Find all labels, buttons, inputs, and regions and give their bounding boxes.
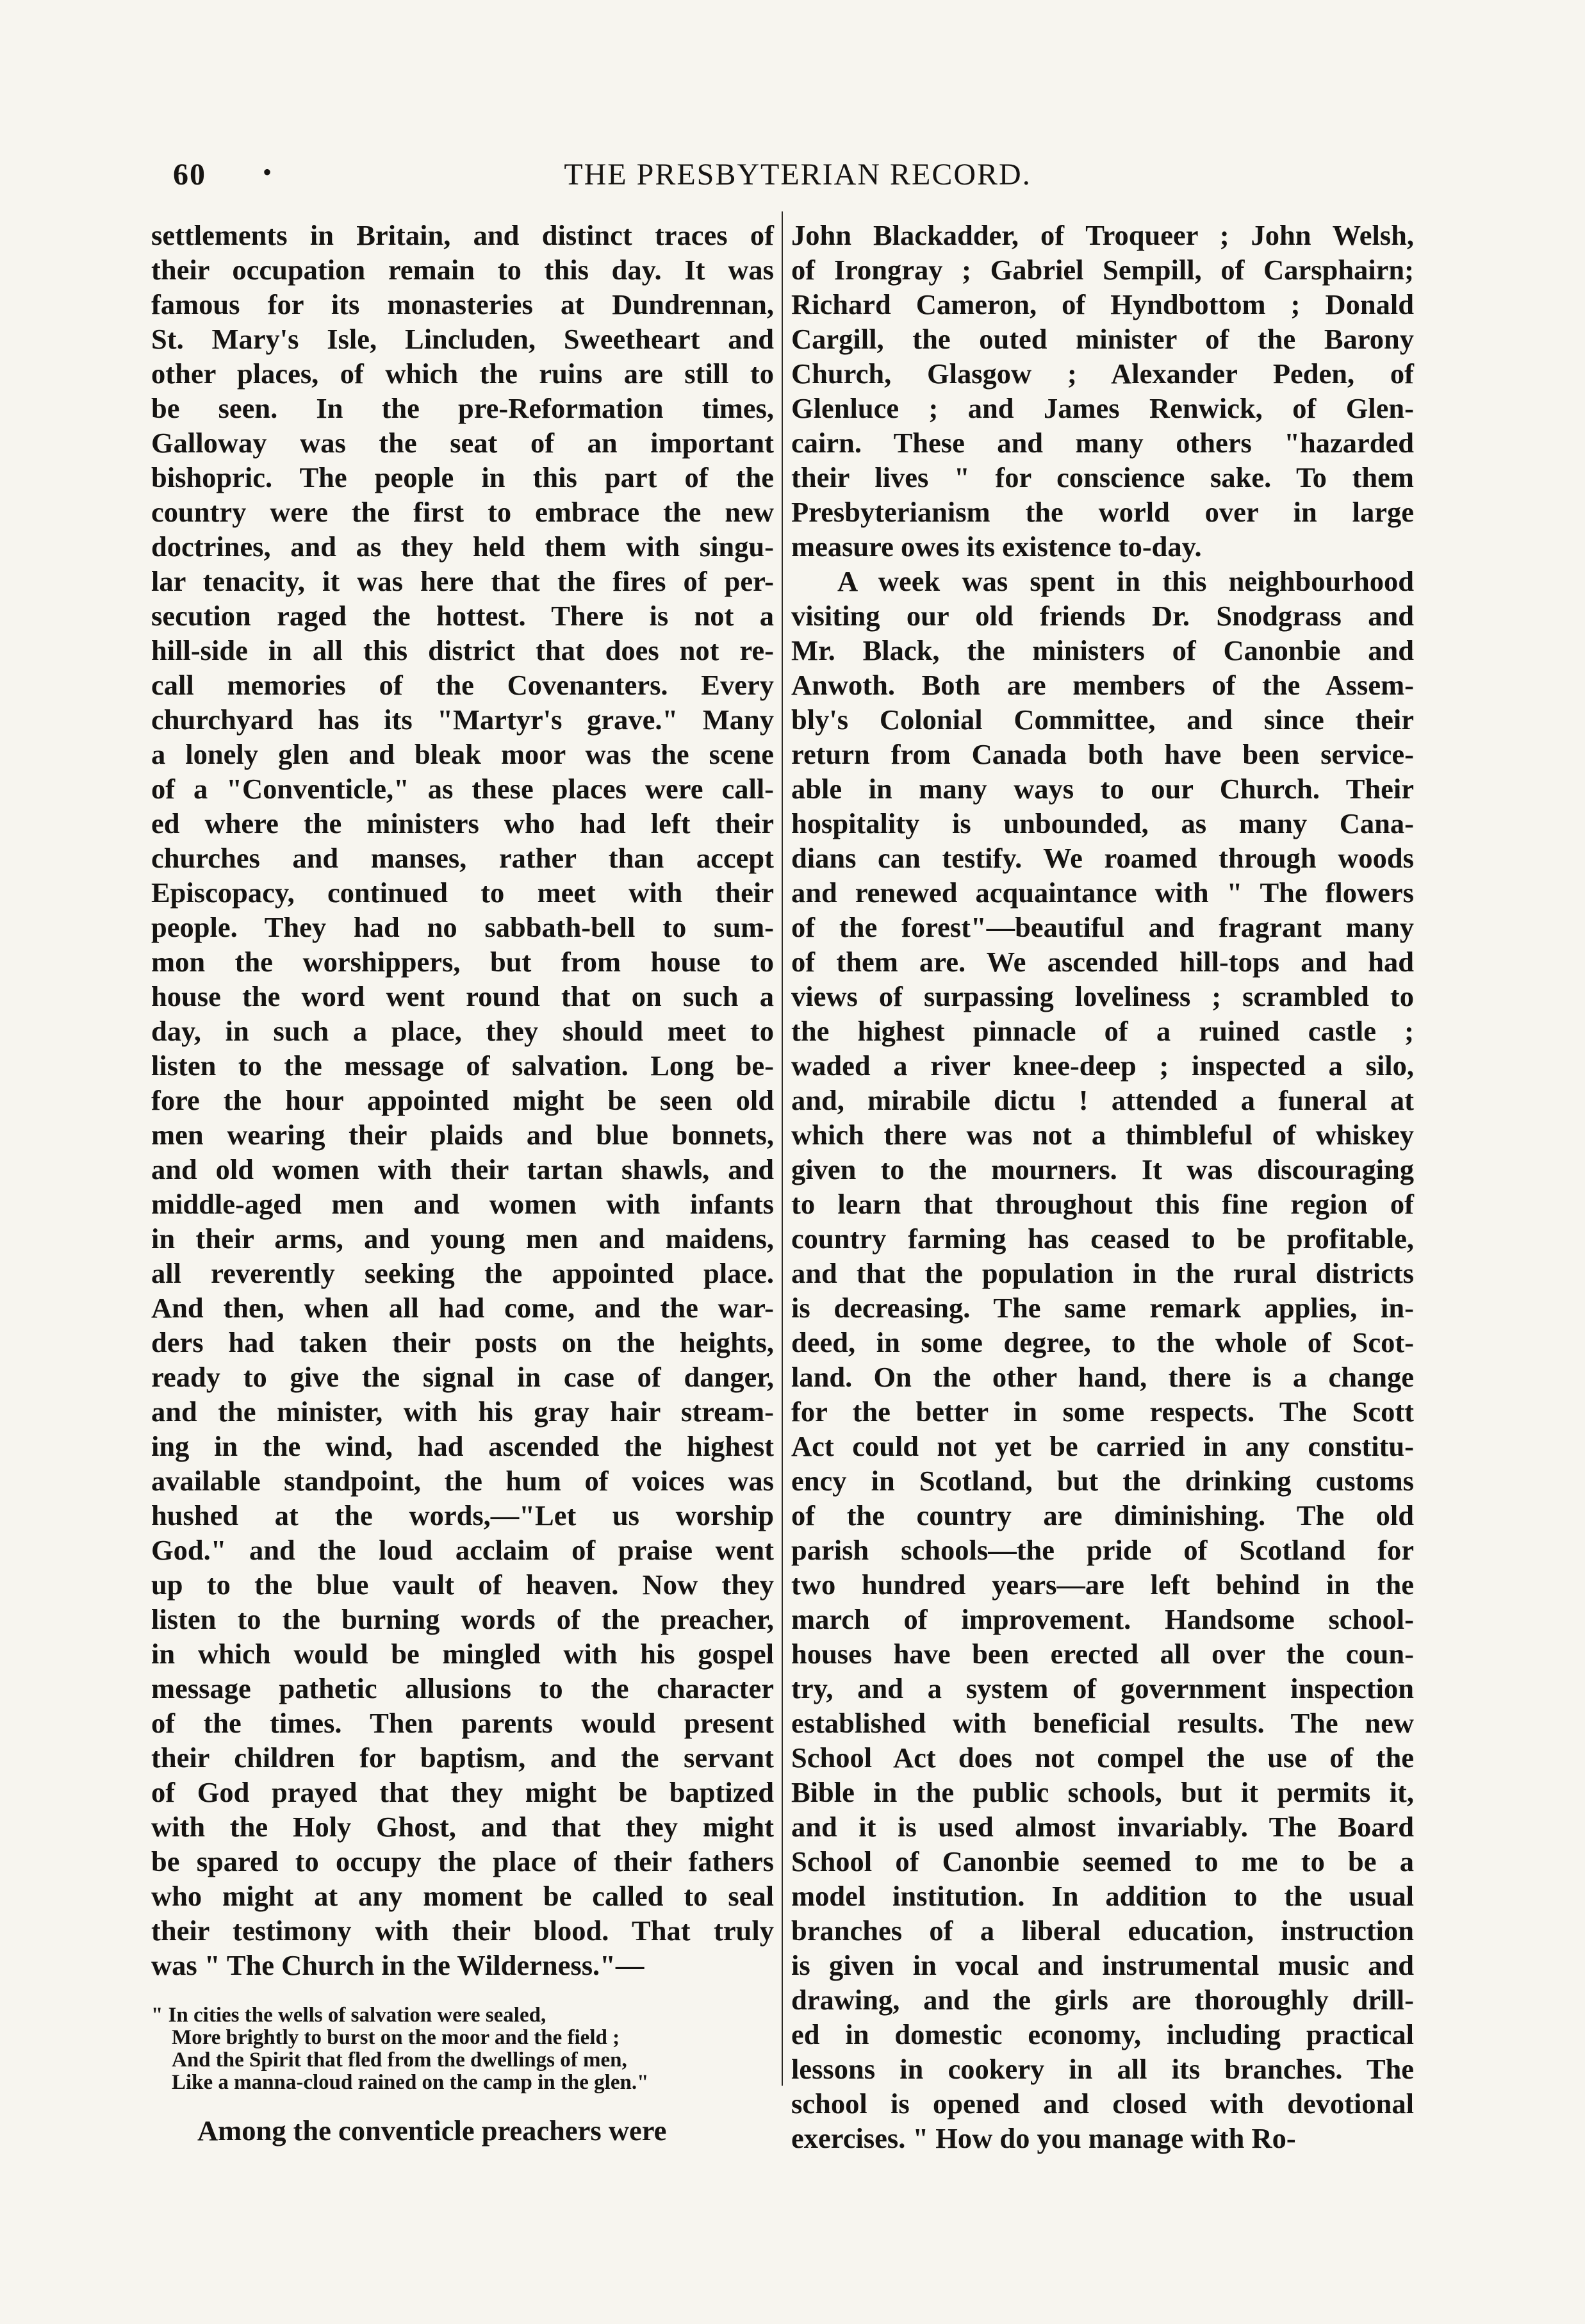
text-line: of the times. Then parents would present: [151, 1707, 774, 1739]
text-line: model institution. In addition to the usual: [791, 1880, 1414, 1912]
text-line: and renewed acquaintance with " The flowers: [791, 877, 1414, 909]
text-line: Anwoth. Both are members of the Assem-: [791, 669, 1414, 701]
text-line: visiting our old friends Dr. Snodgrass and: [791, 600, 1414, 632]
text-line: A week was spent in this neighbourhood: [837, 565, 1414, 597]
poem-quote: [151, 2004, 774, 2094]
text-line: bishopric. The people in this part of the: [151, 461, 774, 493]
text-line: lar tenacity, it was here that the fires of per-: [151, 565, 774, 597]
left-closing-line: Among the conventicle preachers were: [197, 2114, 667, 2147]
poem-line: Like a manna-cloud rained on the camp in the glen.": [172, 2071, 649, 2094]
left-column-text: [151, 218, 774, 1982]
text-line: cairn. These and many others "hazarded: [791, 427, 1414, 459]
text-line: hill-side in all this district that does not re-: [151, 634, 774, 666]
text-line: be spared to occupy the place of their fathers: [151, 1845, 774, 1877]
text-line: and it is used almost invariably. The Board: [791, 1811, 1414, 1843]
text-line: listen to the message of salvation. Long be-: [151, 1050, 774, 1082]
text-line: ed in domestic economy, including practical: [791, 2018, 1414, 2050]
text-line: of the country are diminishing. The old: [791, 1499, 1414, 1531]
text-line: with the Holy Ghost, and that they might: [151, 1811, 774, 1843]
text-line: Bible in the public schools, but it permits it,: [791, 1776, 1414, 1808]
text-line: Mr. Black, the ministers of Canonbie and: [791, 634, 1414, 666]
text-line: waded a river knee-deep ; inspected a silo,: [791, 1050, 1414, 1082]
text-line: of Irongray ; Gabriel Sempill, of Carsphairn;: [791, 254, 1414, 286]
text-line: and the minister, with his gray hair stream-: [151, 1396, 774, 1428]
text-line: churchyard has its "Martyr's grave." Many: [151, 704, 774, 736]
text-line: Richard Cameron, of Hyndbottom ; Donald: [791, 288, 1414, 320]
right-column-text: [791, 218, 1414, 2155]
text-line: fore the hour appointed might be seen old: [151, 1084, 774, 1116]
text-line: lessons in cookery in all its branches. The: [791, 2053, 1414, 2085]
text-line: up to the blue vault of heaven. Now they: [151, 1569, 774, 1601]
text-line: of God prayed that they might be baptized: [151, 1776, 774, 1808]
text-line: able in many ways to our Church. Their: [791, 773, 1414, 805]
text-line: the highest pinnacle of a ruined castle ;: [791, 1015, 1414, 1047]
text-line: Church, Glasgow ; Alexander Peden, of: [791, 358, 1414, 390]
text-line: men wearing their plaids and blue bonnets,: [151, 1119, 774, 1151]
left-column: [151, 218, 774, 2148]
text-line: ed where the ministers who had left their: [151, 807, 774, 839]
text-line: in which would be mingled with his gospel: [151, 1638, 774, 1670]
text-line: for the better in some respects. The Scott: [791, 1396, 1414, 1428]
text-line: School of Canonbie seemed to me to be a: [791, 1845, 1414, 1877]
text-line: was " The Church in the Wilderness."—: [151, 1949, 645, 1981]
text-line: country were the first to embrace the new: [151, 496, 774, 528]
text-line: churches and manses, rather than accept: [151, 842, 774, 874]
text-line: John Blackadder, of Troqueer ; John Welsh,: [791, 219, 1414, 251]
text-line: their occupation remain to this day. It was: [151, 254, 774, 286]
text-line: middle-aged men and women with infants: [151, 1188, 774, 1220]
text-line: measure owes its existence to-day.: [791, 531, 1202, 563]
text-line: of the forest"—beautiful and fragrant many: [791, 911, 1414, 943]
text-line: Cargill, the outed minister of the Barony: [791, 323, 1414, 355]
text-line: bly's Colonial Committee, and since their: [791, 704, 1414, 736]
text-line: of a "Conventicle," as these places were call-: [151, 773, 774, 805]
text-line: views of surpassing loveliness ; scrambled to: [791, 980, 1414, 1012]
text-line: their lives " for conscience sake. To them: [791, 461, 1414, 493]
text-line: and, mirabile dictu ! attended a funeral at: [791, 1084, 1414, 1116]
text-line: God." and the loud acclaim of praise went: [151, 1534, 774, 1566]
text-line: parish schools—the pride of Scotland for: [791, 1534, 1414, 1566]
text-line: their children for baptism, and the servant: [151, 1742, 774, 1774]
text-line: return from Canada both have been service-: [791, 738, 1414, 770]
text-line: Act could not yet be carried in any constitu-: [791, 1430, 1414, 1462]
text-line: settlements in Britain, and distinct traces of: [151, 219, 774, 251]
text-line: who might at any moment be called to seal: [151, 1880, 774, 1912]
text-line: and old women with their tartan shawls, and: [151, 1153, 774, 1185]
text-line: a lonely glen and bleak moor was the scene: [151, 738, 774, 770]
text-line: in their arms, and young men and maidens,: [151, 1223, 774, 1255]
text-line: branches of a liberal education, instruction: [791, 1915, 1414, 1947]
text-line: school is opened and closed with devotional: [791, 2088, 1414, 2120]
text-line: hushed at the words,—"Let us worship: [151, 1499, 774, 1531]
text-line: ing in the wind, had ascended the highest: [151, 1430, 774, 1462]
poem-line: " In cities the wells of salvation were sealed,: [151, 2004, 546, 2027]
text-line: Glenluce ; and James Renwick, of Glen-: [791, 392, 1414, 424]
text-line: mon the worshippers, but from house to: [151, 946, 774, 978]
text-line: deed, in some degree, to the whole of Scot-: [791, 1326, 1414, 1358]
text-line: Galloway was the seat of an important: [151, 427, 774, 459]
text-line: listen to the burning words of the preacher,: [151, 1603, 774, 1635]
text-line: to learn that throughout this fine region of: [791, 1188, 1414, 1220]
text-line: country farming has ceased to be profitable,: [791, 1223, 1414, 1255]
text-line: secution raged the hottest. There is not a: [151, 600, 774, 632]
text-line: other places, of which the ruins are still to: [151, 358, 774, 390]
text-line: famous for its monasteries at Dundrennan,: [151, 288, 774, 320]
text-line: people. They had no sabbath-bell to sum-: [151, 911, 774, 943]
text-line: call memories of the Covenanters. Every: [151, 669, 774, 701]
text-line: Presbyterianism the world over in large: [791, 496, 1414, 528]
header-separator: •: [263, 158, 274, 186]
text-line: Episcopacy, continued to meet with their: [151, 877, 774, 909]
column-divider: [782, 211, 783, 2086]
running-title: THE PRESBYTERIAN RECORD.: [564, 158, 1031, 192]
text-line: be seen. In the pre-Reformation times,: [151, 392, 774, 424]
page-number: 60: [173, 158, 206, 192]
text-line: ders had taken their posts on the heights,: [151, 1326, 774, 1358]
text-line: ency in Scotland, but the drinking customs: [791, 1465, 1414, 1497]
text-line: two hundred years—are left behind in the: [791, 1569, 1414, 1601]
text-line: houses have been erected all over the coun-: [791, 1638, 1414, 1670]
text-line: day, in such a place, they should meet to: [151, 1015, 774, 1047]
text-line: message pathetic allusions to the character: [151, 1672, 774, 1704]
text-line: ready to give the signal in case of danger,: [151, 1361, 774, 1393]
text-line: house the word went round that on such a: [151, 980, 774, 1012]
text-line: all reverently seeking the appointed place.: [151, 1257, 774, 1289]
text-line: established with beneficial results. The new: [791, 1707, 1414, 1739]
text-line: given to the mourners. It was discouraging: [791, 1153, 1414, 1185]
page-header: [173, 151, 1422, 202]
text-line: and that the population in the rural districts: [791, 1257, 1414, 1289]
text-line: their testimony with their blood. That truly: [151, 1915, 774, 1947]
text-line: land. On the other hand, there is a change: [791, 1361, 1414, 1393]
right-column: [791, 218, 1414, 2155]
text-line: And then, when all had come, and the war-: [151, 1292, 774, 1324]
text-line: march of improvement. Handsome school-: [791, 1603, 1414, 1635]
poem-line: And the Spirit that fled from the dwellings of men,: [172, 2048, 627, 2072]
text-line: School Act does not compel the use of the: [791, 1742, 1414, 1774]
text-line: drawing, and the girls are thoroughly drill-: [791, 1984, 1414, 2016]
text-line: dians can testify. We roamed through woods: [791, 842, 1414, 874]
left-closing-line-wrap: [151, 2113, 774, 2148]
text-line: is decreasing. The same remark applies, in-: [791, 1292, 1414, 1324]
text-line: exercises. " How do you manage with Ro-: [791, 2122, 1296, 2154]
text-line: of them are. We ascended hill-tops and had: [791, 946, 1414, 978]
text-line: doctrines, and as they held them with singu-: [151, 531, 774, 563]
text-line: try, and a system of government inspection: [791, 1672, 1414, 1704]
text-line: hospitality is unbounded, as many Cana-: [791, 807, 1414, 839]
text-line: available standpoint, the hum of voices was: [151, 1465, 774, 1497]
text-line: is given in vocal and instrumental music and: [791, 1949, 1414, 1981]
poem-line: More brightly to burst on the moor and the field ;: [172, 2026, 620, 2049]
text-line: St. Mary's Isle, Lincluden, Sweetheart and: [151, 323, 774, 355]
text-line: which there was not a thimbleful of whiskey: [791, 1119, 1414, 1151]
